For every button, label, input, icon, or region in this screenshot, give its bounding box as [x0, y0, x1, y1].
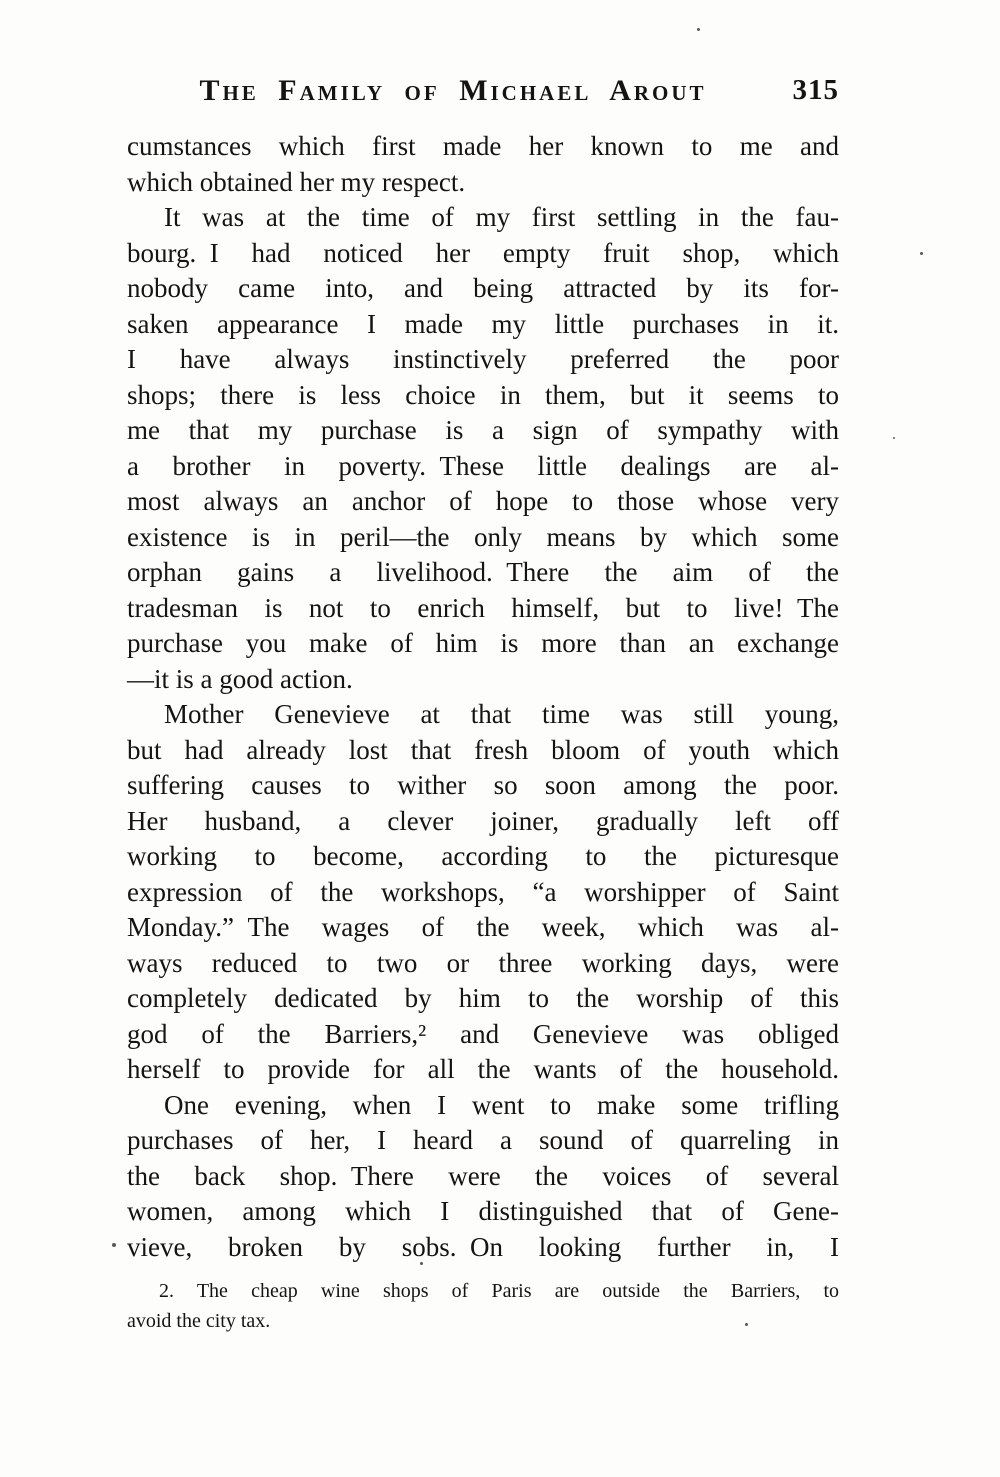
text-line: shops; there is less choice in them, but it seems to — [127, 379, 839, 410]
text-line: purchase you make of him is more than an exchange — [127, 628, 839, 658]
text-line: the back shop. There were the voices of several — [127, 1160, 839, 1191]
text-line: Her husband, a clever joiner, gradually left off — [127, 805, 839, 836]
ink-speck — [893, 437, 895, 439]
ink-speck — [697, 28, 700, 31]
page-number: 315 — [792, 74, 839, 106]
ink-speck — [112, 1243, 116, 1247]
text-line: I have always instinctively preferred the poor — [127, 344, 839, 374]
ink-speck — [745, 1323, 748, 1326]
text-line: orphan gains a livelihood. There the aim of the — [127, 557, 839, 587]
text-line: most always an anchor of hope to those whose very — [127, 486, 839, 516]
text-line: Mother Genevieve at that time was still young, — [164, 699, 839, 729]
text-column — [127, 74, 839, 1336]
text-line: herself to provide for all the wants of the household. — [127, 1054, 839, 1084]
running-header — [127, 74, 839, 112]
text-line: working to become, according to the picturesque — [127, 841, 839, 871]
text-line: which obtained her my respect. — [127, 166, 466, 197]
text-line: avoid the city tax. — [127, 1310, 271, 1332]
text-line: suffering causes to wither so soon among the poor. — [127, 770, 839, 800]
text-line: nobody came into, and being attracted by its for- — [127, 273, 839, 303]
text-line: women, among which I distinguished that of Gene- — [127, 1196, 839, 1226]
text-line: tradesman is not to enrich himself, but to live! The — [127, 592, 839, 623]
text-line: existence is in peril—the only means by which some — [127, 521, 839, 552]
text-line: It was at the time of my first settling in the fau- — [164, 202, 839, 232]
ink-speck — [420, 1262, 423, 1265]
text-line: me that my purchase is a sign of sympathy with — [127, 415, 839, 445]
text-line: cumstances which first made her known to me and — [127, 131, 839, 161]
text-line: ways reduced to two or three working days, were — [127, 947, 839, 978]
text-line: saken appearance I made my little purchases in it. — [127, 308, 839, 339]
footnote — [127, 1276, 839, 1336]
text-line: but had already lost that fresh bloom of youth which — [127, 734, 839, 765]
text-line: purchases of her, I heard a sound of quarreling in — [127, 1125, 839, 1155]
text-line: bourg. I had noticed her empty fruit shop, which — [127, 237, 839, 268]
running-title: The Family of Michael Arout — [199, 74, 707, 107]
text-line: completely dedicated by him to the worship of this — [127, 983, 839, 1013]
text-line: a brother in poverty. These little dealings are al- — [127, 450, 839, 481]
body-text — [127, 129, 839, 1265]
text-line: vieve, broken by sobs. On looking further in, I — [127, 1231, 839, 1262]
text-line: god of the Barriers,² and Genevieve was obliged — [127, 1018, 839, 1049]
text-line: Monday.” The wages of the week, which was al- — [127, 912, 839, 942]
text-line: expression of the workshops, “a worshipper of Saint — [127, 876, 839, 907]
text-line: One evening, when I went to make some trifling — [164, 1089, 839, 1120]
text-line: —it is a good action. — [127, 663, 353, 694]
ink-speck — [920, 252, 923, 255]
text-line: 2. The cheap wine shops of Paris are outside the Barriers, to — [159, 1280, 839, 1302]
